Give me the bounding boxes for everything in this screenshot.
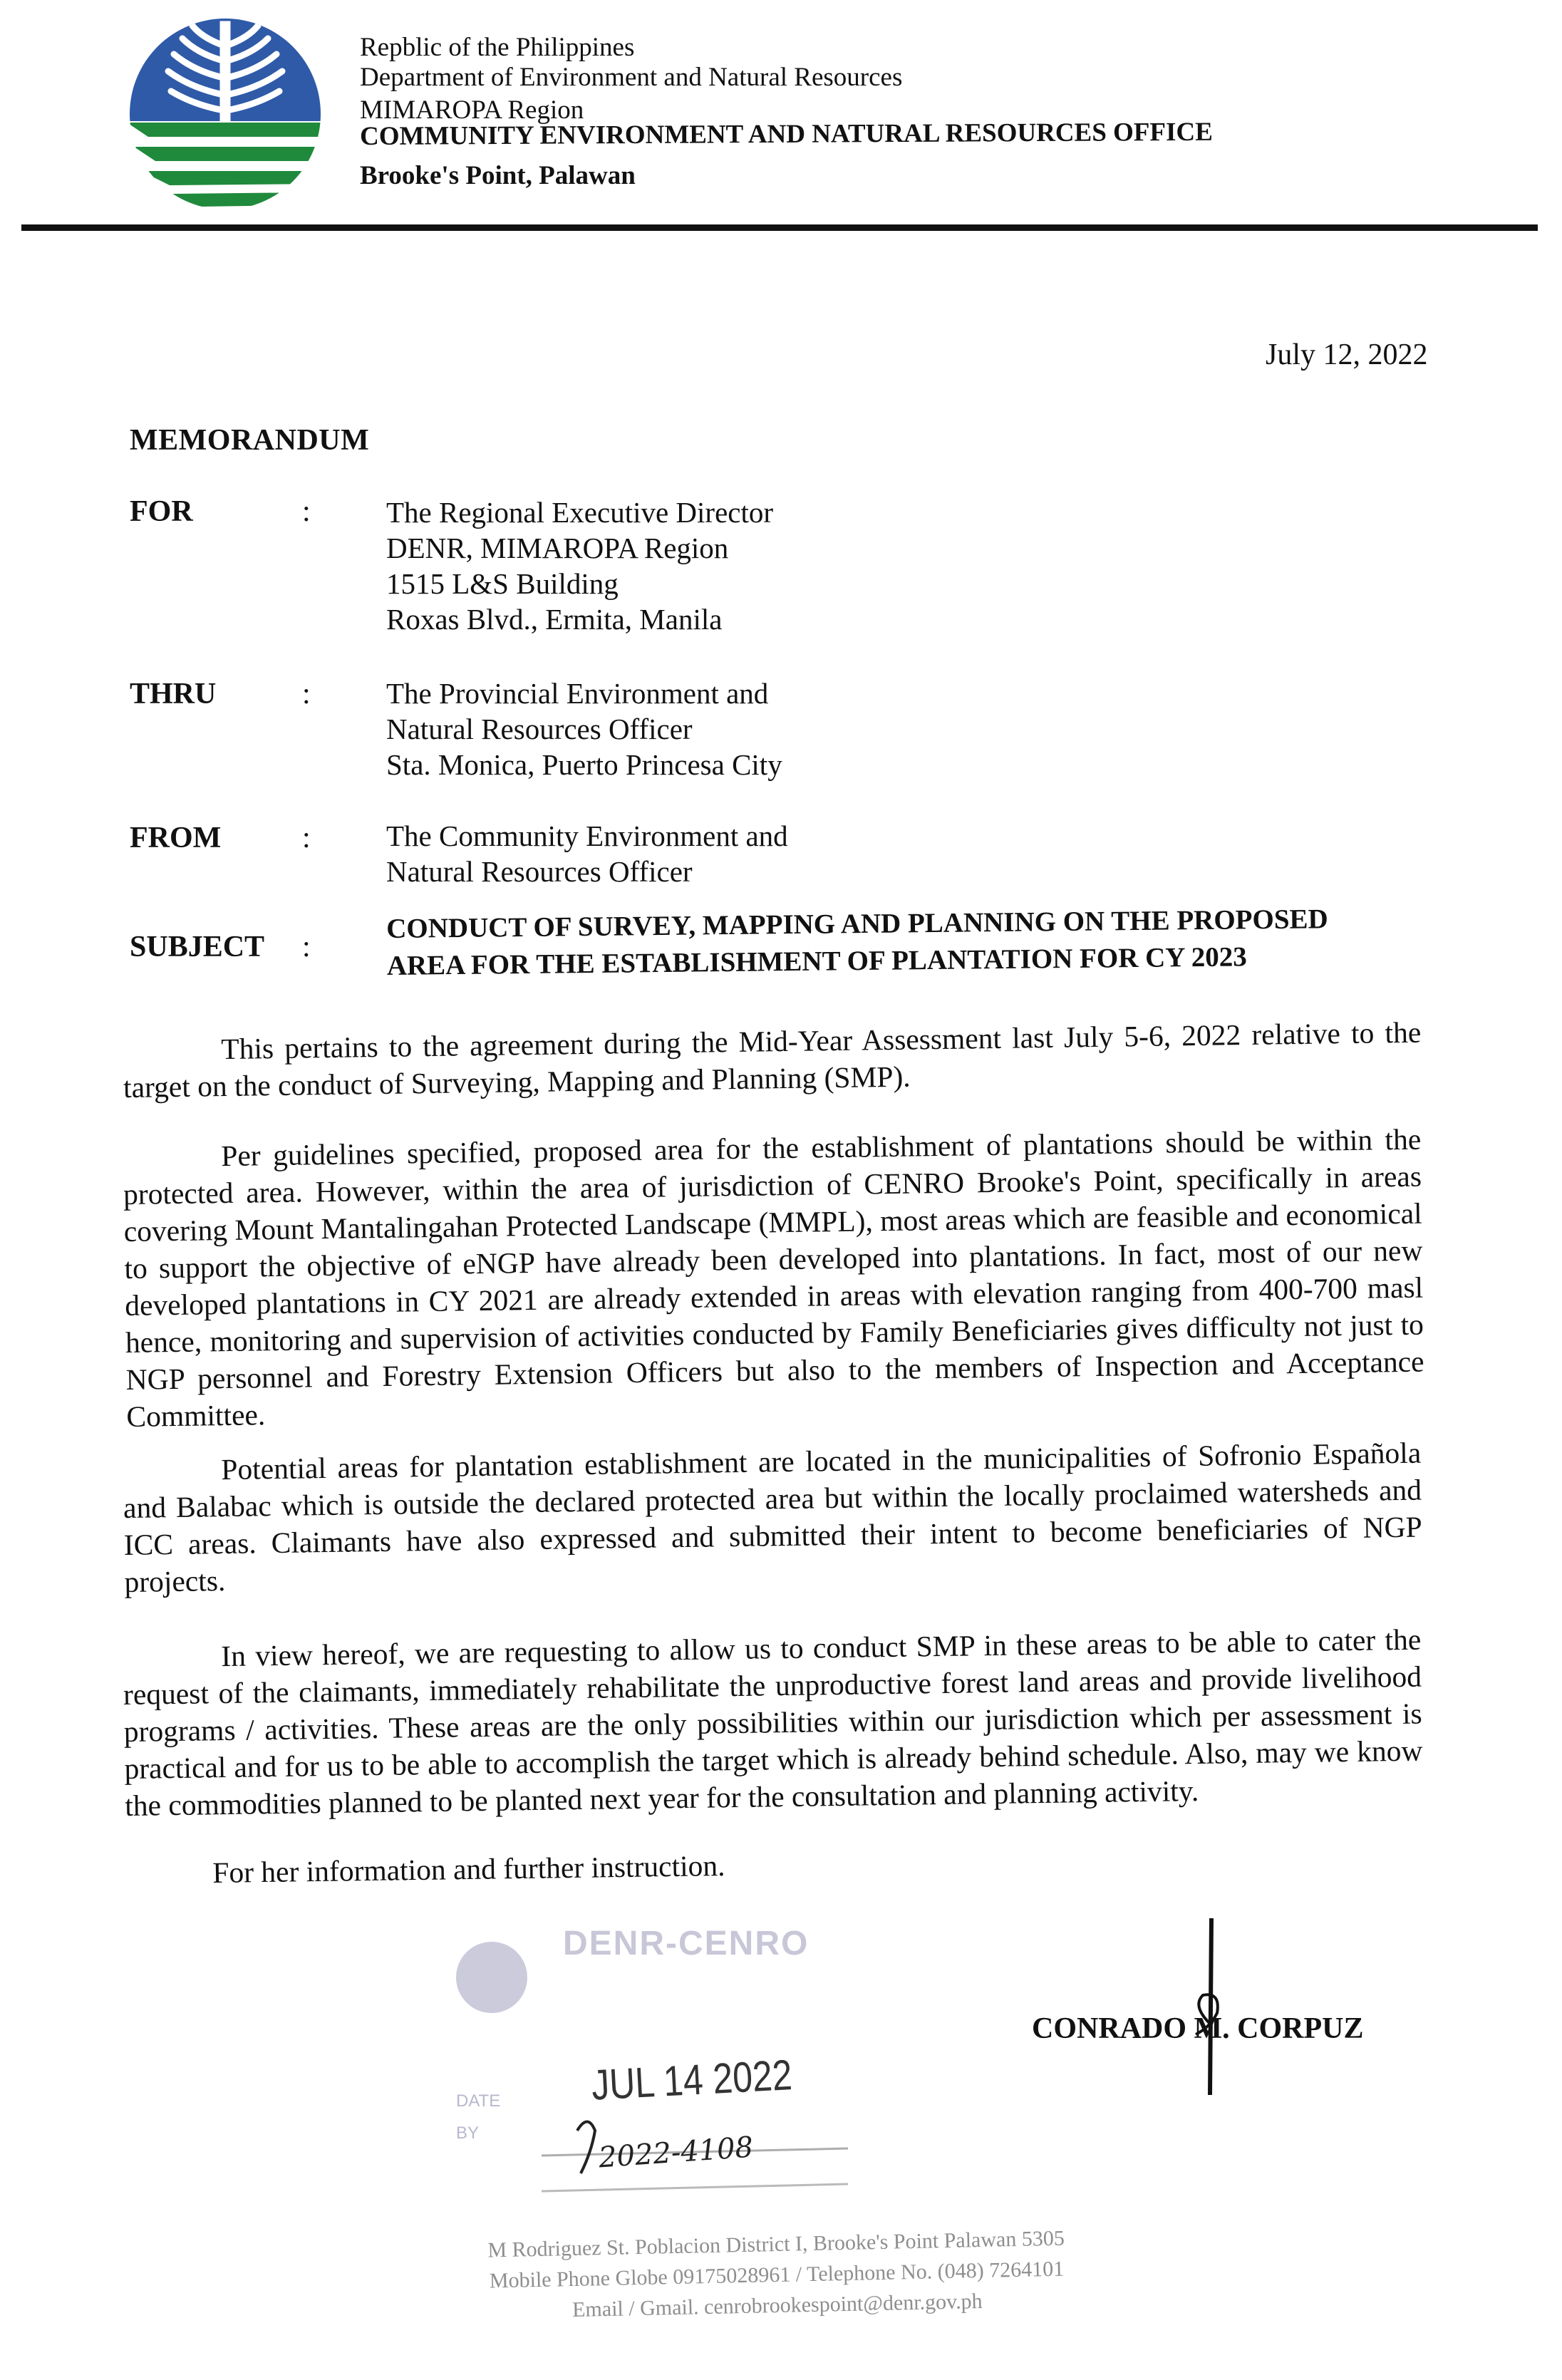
closing-line: For her information and further instruction. [212, 1848, 725, 1889]
for-line: The Regional Executive Director [386, 496, 774, 529]
for-line: Roxas Blvd., Ermita, Manila [386, 603, 723, 636]
for-colon: : [302, 495, 311, 528]
body-paragraph-3: Potential areas for plantation establishment are located in the municipalities of Sofronio Española and Balabac which is outside the declared protected area but within the locally proclaimed watersheds and ICC areas. Claimants have also expressed and submitted their intent to become beneficiaries of NGP projects. [123, 1436, 1422, 1598]
subject-line: AREA FOR THE ESTABLISHMENT OF PLANTATION FOR CY 2023 [386, 941, 1247, 981]
stamp-date: JUL 14 2022 [590, 2051, 794, 2109]
header-divider [21, 224, 1538, 231]
thru-colon: : [302, 678, 311, 710]
stamp-office: DENR-CENRO [563, 1925, 810, 1962]
subject-text [386, 901, 1329, 985]
thru-line: Natural Resources Officer [386, 713, 693, 745]
header-department: Department of Environment and Natural Resources [360, 63, 903, 92]
thru-address [386, 676, 782, 782]
for-address [386, 495, 773, 637]
footer-phone: Mobile Phone Globe 09175028961 / Telephone No. (048) 7264101 [489, 2257, 1065, 2293]
footer-address: M Rodriguez St. Poblacion District I, Brooke's Point Palawan 5305 [487, 2226, 1065, 2262]
body-paragraph-1: This pertains to the agreement during the Mid-Year Assessment last July 5-6, 2022 relative to the target on the conduct of Surveying, Mapping and Planning (SMP). [123, 1015, 1422, 1104]
stamp-date-label: DATE [456, 2091, 501, 2111]
received-stamp [442, 1910, 855, 2195]
signatory-name: CONRADO M. CORPUZ [1032, 2012, 1364, 2045]
stamp-number: 2022-4108 [597, 2131, 755, 2175]
memo-date: July 12, 2022 [1266, 338, 1428, 371]
from-address [386, 818, 788, 889]
header-office: COMMUNITY ENVIRONMENT AND NATURAL RESOURCES OFFICE [360, 117, 1213, 151]
thru-label: THRU [130, 678, 217, 710]
thru-line: The Provincial Environment and [386, 677, 769, 710]
body-paragraph-2: Per guidelines specified, proposed area for the establishment of plantations should be within the protected area. However, within the area of jurisdiction of CENRO Brooke's Point, specifically in areas covering Mount Mantalingahan Protected Landscape (MMPL), most areas which are feasible and economical to support the objective of eNGP have already been developed into plantations. In fact, most of our new developed plantations in CY 2021 are already extended in areas with elevation ranging from 400-700 masl hence, monitoring and supervision of activities conducted by Family Beneficiaries gives difficulty not just to NGP personnel and Forestry Extension Officers but also to the members of Inspection and Acceptance Committee. [123, 1122, 1424, 1433]
thru-line: Sta. Monica, Puerto Princesa City [386, 748, 782, 781]
for-label: FOR [130, 495, 193, 528]
for-line: DENR, MIMAROPA Region [386, 532, 729, 564]
subject-label: SUBJECT [130, 931, 265, 963]
subject-line: CONDUCT OF SURVEY, MAPPING AND PLANNING ON THE PROPOSED [386, 904, 1328, 944]
header-region: MIMAROPA Region [360, 95, 584, 125]
from-colon: : [302, 822, 311, 854]
footer-contact [299, 2219, 1255, 2331]
denr-tree-logo-icon [127, 16, 324, 212]
header-republic: Repblic of the Philippines [360, 33, 635, 62]
memo-title: MEMORANDUM [130, 424, 370, 457]
for-line: 1515 L&S Building [386, 567, 619, 600]
from-line: The Community Environment and [386, 819, 788, 852]
footer-email: Email / Gmail. cenrobrookespoint@denr.gov.ph [571, 2289, 983, 2322]
from-label: FROM [130, 822, 222, 854]
subject-colon: : [302, 931, 311, 963]
body-paragraph-4: In view hereof, we are requesting to allow us to conduct SMP in these areas to be able to cater the request of the claimants, immediately rehabilitate the unproductive forest land areas and provide livelihood programs / activities. These areas are the only possibilities within our jurisdiction which per assessment is practical and for us to be able to accomplish the target which is already behind schedule. Also, may we know the commodities planned to be planted next year for the consultation and planning activity. [123, 1623, 1423, 1822]
from-line: Natural Resources Officer [386, 855, 693, 888]
header-location: Brooke's Point, Palawan [360, 161, 636, 190]
stamp-by-label: BY [456, 2123, 480, 2143]
